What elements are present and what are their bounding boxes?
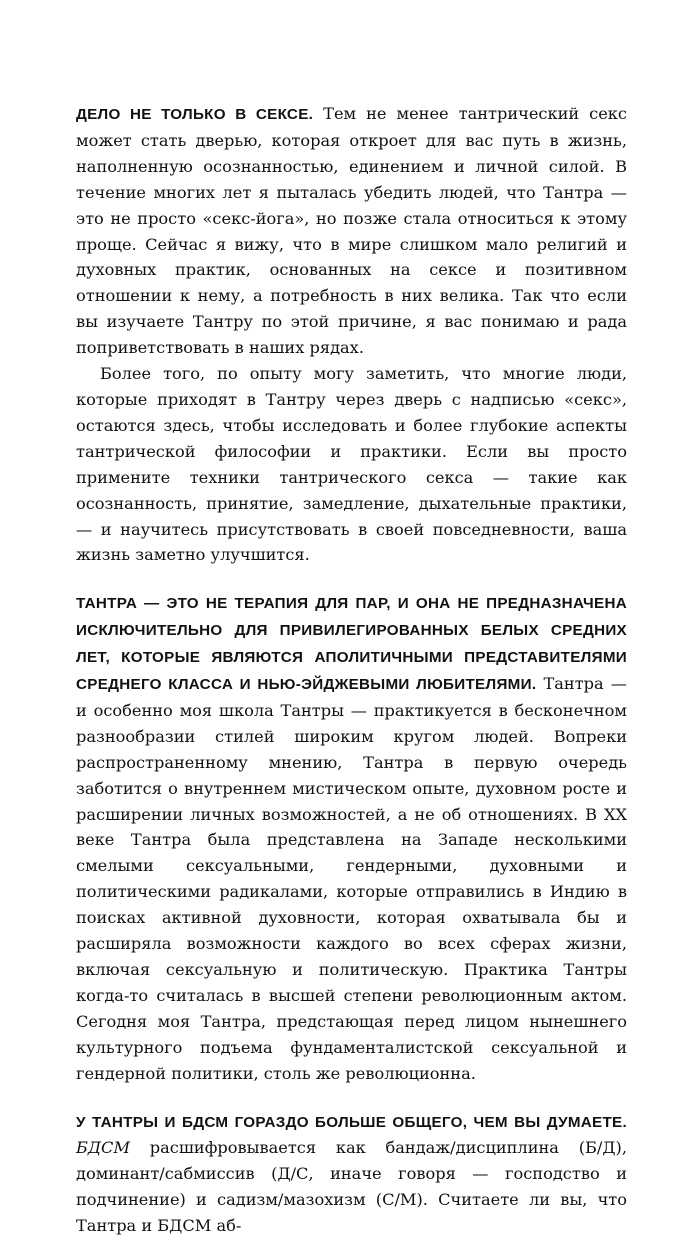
- section-spacer: [76, 1087, 627, 1109]
- section-2-paragraph: [76, 590, 627, 1086]
- section-1-paragraph-2: Более того, по опыту могу заметить, что многие люди, которые приходят в Тантру через дверь с надписью «секс», остаются здесь, чтобы исследовать и более глубокие аспекты тантрической философии и практики. Если вы просто примените техники тантрического секса — такие как осознанность, принятие, замедление, дыхательные практики, — и научитесь присутствовать в своей повседневности, ваша жизнь заметно улучшится.: [76, 364, 627, 565]
- section-1-text: Тем не менее тантрический секс может стать дверью, которая откроет для вас путь в жизнь, наполненную осознанностью, единением и личной силой. В течение многих лет я пыталась убедить людей, что Тантра — это не просто «секс-йога», но позже стала относиться к этому проще. Сейчас я вижу, что в мире слишком мало религий и духовных практик, основанных на сексе и позитивном отношении к нему, а потребность в них велика. Так что если вы изучаете Тантру по этой причине, я вас понимаю и рада поприветствовать в наших рядах.: [76, 104, 627, 358]
- section-2-text: Тантра — и особенно моя школа Тантры — практикуется в бесконечном разнообразии стилей широким кругом людей. Вопреки распространенному мнению, Тантра в первую очередь заботится о внутреннем мистическом опыте, духовном росте и расширении личных возможностей, а не об отношениях. В XX веке Тантра была представлена на Западе несколькими смелыми сексуальными, гендерными, духовными и политическими радикалами, которые отправились в Индию в поисках активной духовности, которая охватывала бы и расширяла возможности каждого во всех сферах жизни, включая сексуальную и политическую. Практика Тантры когда-то считалась в высшей степени революционным актом. Сегодня моя Тантра, предстающая перед лицом нынешнего культурного подъема фундаменталистской сексуальной и гендерной политики, столь же революционна.: [76, 674, 627, 1083]
- section-3-text: расшифровывается как бандаж/дисциплина (Б/Д), доминант/сабмиссив (Д/С, иначе говоря — господство и подчинение) и садизм/мазохизм (С/М). Считаете ли вы, что Тантра и БДСМ аб-: [76, 1138, 627, 1236]
- page-body: [76, 101, 627, 1239]
- section-3-paragraph: [76, 1109, 627, 1239]
- section-1-paragraph: [76, 101, 627, 361]
- section-2-heading: ТАНТРА — ЭТО НЕ ТЕРАПИЯ ДЛЯ ПАР, И ОНА НЕ ПРЕДНАЗНАЧЕНА ИСКЛЮЧИТЕЛЬНО ДЛЯ ПРИВИЛЕГИРОВАННЫХ БЕЛЫХ СРЕДНИХ ЛЕТ, КОТОРЫЕ ЯВЛЯЮТСЯ АПОЛИТИЧНЫМИ ПРЕДСТАВИТЕЛЯМИ СРЕДНЕГО КЛАССА И НЬЮ-ЭЙДЖЕВЫМИ ЛЮБИТЕЛЯМИ.: [76, 595, 627, 694]
- section-3-italic-term: БДСМ: [76, 1138, 131, 1158]
- section-spacer: [76, 568, 627, 590]
- section-3-heading: У ТАНТРЫ И БДСМ ГОРАЗДО БОЛЬШЕ ОБЩЕГО, ЧЕМ ВЫ ДУМАЕТЕ.: [76, 1113, 627, 1131]
- section-1-heading: ДЕЛО НЕ ТОЛЬКО В СЕКСЕ.: [76, 106, 314, 123]
